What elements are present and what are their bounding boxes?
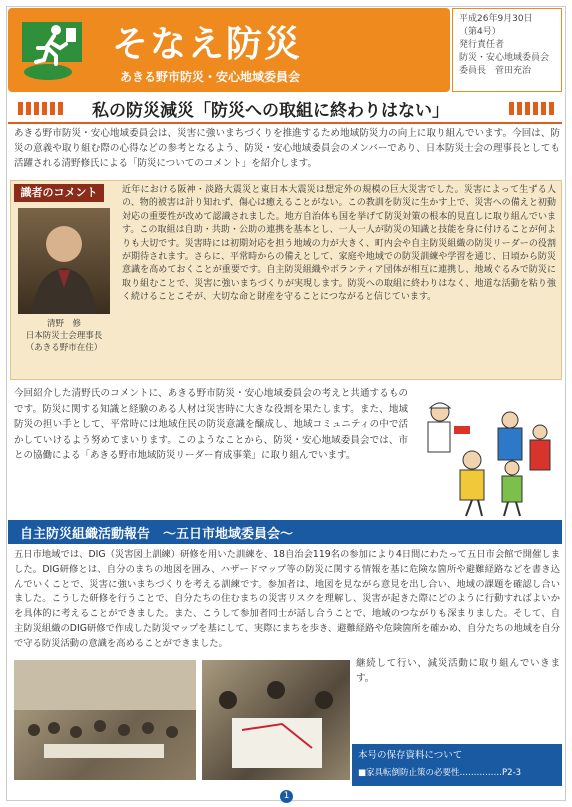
people-group-icon: [14, 660, 196, 780]
article2-band: [8, 520, 562, 544]
archive-item: ■家具転倒防止策の必要性……………P2-3: [358, 768, 522, 778]
evacuation-logo-icon: [20, 18, 84, 82]
publisher-label: 発行責任者: [459, 40, 505, 50]
article2-tail: 継続して行い、減災活動に取り組んでいきます。: [356, 658, 560, 684]
map-workshop-icon: [202, 660, 350, 780]
comment-label: 識者のコメント: [14, 184, 104, 202]
evacuation-illustration-icon: [412, 400, 562, 518]
archive-notice: [352, 744, 562, 786]
portrait-figure-icon: [18, 208, 110, 314]
article1-intro: あきる野市防災・安心地域委員会は、災害に強いまちづくりを推進するため地域防災力の向上に取り組んでいます。今回は、防災の意義や取り組む際の心得などの参考となるよう、防災・安心地域委員会のメンバーであり、日本防災士会の理事長としても活躍される清野修氏による「防災についてのコメント」を紹介します。: [14, 128, 560, 169]
issue-info: [452, 8, 562, 92]
masthead: [8, 8, 450, 92]
speaker-residence: （あきる野市在住）: [25, 343, 103, 353]
article1-continued: 今回紹介した清野氏のコメントに、あきる野市防災・安心地域委員会の考えと共通するものです。防災に関する知識と経験のある人材は災害時に大きな役割を果たします。また、地域防災の担い手として、平常時には地域住民の防災意識を醸成し、地域コミュニティの中で活かしていけるよう努めてまいります。このようなことから、防災・安心地域委員会では、市との協働による「あきる野市地域防災リーダー育成事業」に取り組んでいます。: [14, 388, 408, 461]
decor-bars-right: [509, 102, 554, 115]
speaker-portrait: [18, 208, 110, 314]
training-photo-map: [202, 660, 350, 780]
publisher-chair: 委員長 菅田充治: [459, 66, 532, 76]
newsletter-subtitle: あきる野市防災・安心地域委員会: [120, 70, 301, 84]
article1-headline-bar: [8, 96, 562, 124]
article2-body: 五日市地域では、DIG（災害図上訓練）研修を用いた訓練を、18自治会119名の参加により4日間にわたって五日市会館で開催しました。DIG研修とは、自分のまちの地図を囲み、ハザードマップ等の防災に関する情報を基に危険な箇所や避難経路などを書き込んでいくことで、災害に強いまちづくりを考える訓練です。参加者は、地図を見ながら意見を出し合い、地域の課題を確認し合いました。こうした研修を行うことで、自分たちの住むまちの災害リスクを理解し、災害が起きた際にどのように行動すればよいかを具体的に考えることができました。また、こうして参加者同士が話し合うことで、地域のつながりも深まりました。そして、自主防災組織のDIG研修で作成した防災マップを基にして、実際にまちを歩き、避難経路や危険箇所を確かめ、自分たちの地域を自分で守る防災活動の意識を高めることができました。: [14, 549, 560, 649]
archive-title: 本号の保存資料について: [358, 750, 463, 761]
article2-headline: 自主防災組織活動報告 ～五日市地域委員会～: [20, 527, 294, 542]
portrait-caption: [12, 318, 116, 354]
page-number: 1: [280, 790, 293, 803]
speaker-role: 日本防災士会理事長: [25, 331, 103, 341]
article1-headline: 私の防災減災「防災への取組に終わりはない」: [92, 101, 449, 121]
newsletter-title: そなえ防災: [112, 24, 303, 65]
speaker-name: 清野 修: [46, 319, 81, 329]
decor-bars-left: [18, 102, 63, 115]
comment-text: 近年における阪神・淡路大震災と東日本大震災は想定外の規模の巨大災害でした。災害によって生ずる人の、物的被害は計り知れず、傷心は癒えることがない。この教訓を防災に生かす上で、災害への備えと初動対応の重要性が改めて認識されました。地方自治体も国を挙げて防災対策の根本的見直しに取り組んでいます。この取組は自助・共助・公助の連携を基本とし、一人一人が防災の知識と技能を身に付けることが何よりも大切です。災害時には初期対応を担う地域の力が大きく、町内会や自主防災組織の防災リーダーの役割が期待されます。さらに、平常時からの備えとして、家庭や地域での防災訓練や学習を通じ、日頃から防災意識を高めておくことが重要です。自主防災組織やボランティア団体が相互に連携し、地域ぐるみで防災に取り組むことで、災害に強いまちづくりが実現します。防災への取組に終わりはなく、地道な活動を粘り強く続けることこそが、大切な命と財産を守ることにつながると信じています。: [122, 185, 556, 303]
publisher-org: 防災・安心地域委員会: [459, 53, 550, 63]
issue-number: （第4号）: [459, 27, 501, 37]
issue-date: 平成26年9月30日: [459, 14, 533, 24]
training-photo-wide: [14, 660, 196, 780]
